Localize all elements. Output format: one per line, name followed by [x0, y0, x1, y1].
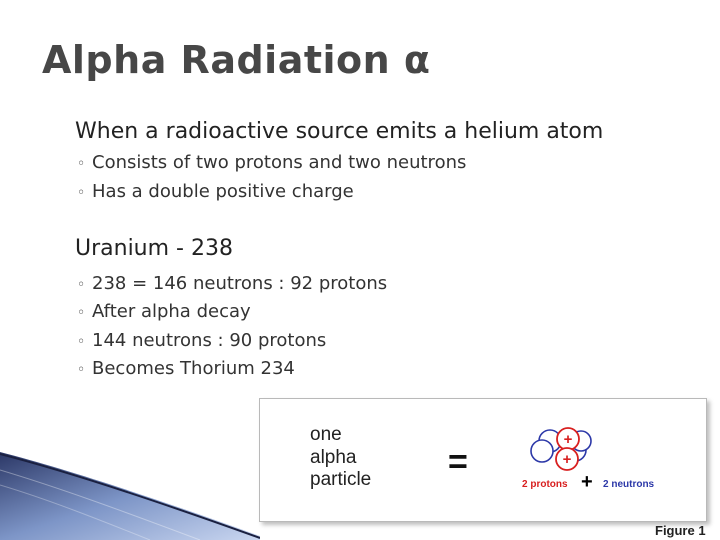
- sub-bullet-text: After alpha decay: [92, 301, 251, 322]
- sub-bullet-text: Becomes Thorium 234: [92, 358, 295, 379]
- figure-text-line: alpha: [310, 447, 357, 468]
- decorative-swoosh: [0, 440, 260, 540]
- plus-sign: +: [581, 471, 593, 493]
- equals-sign: =: [448, 443, 468, 481]
- figure-text-line: particle: [310, 469, 372, 490]
- figure-text-line: one: [310, 424, 342, 445]
- bullet-text: When a radioactive source emits a helium atom: [75, 119, 604, 144]
- sub-bullet-text: 144 neutrons : 90 protons: [92, 330, 327, 351]
- sub-bullet-icon: ◦: [77, 334, 86, 350]
- helium-nucleus-icon: [518, 425, 602, 475]
- sub-bullet-text: 238 = 146 neutrons : 92 protons: [92, 273, 388, 294]
- svg-text:+: +: [562, 451, 572, 468]
- bullet-text: Uranium - 238: [75, 236, 233, 261]
- svg-text:+: +: [563, 431, 573, 448]
- sub-bullet-icon: ◦: [77, 362, 86, 378]
- sub-bullet-text: Has a double positive charge: [92, 181, 354, 202]
- sub-bullet-icon: ◦: [77, 277, 86, 293]
- protons-label: 2 protons: [522, 479, 568, 490]
- neutrons-label: 2 neutrons: [603, 479, 655, 490]
- sub-bullet-icon: ◦: [77, 185, 86, 201]
- sub-bullet-icon: ◦: [77, 156, 86, 172]
- sub-bullet-text: Consists of two protons and two neutrons: [92, 152, 467, 173]
- sub-bullet-icon: ◦: [77, 305, 86, 321]
- figure-caption: Figure 1: [655, 523, 706, 538]
- slide-title: Alpha Radiation α: [42, 38, 431, 82]
